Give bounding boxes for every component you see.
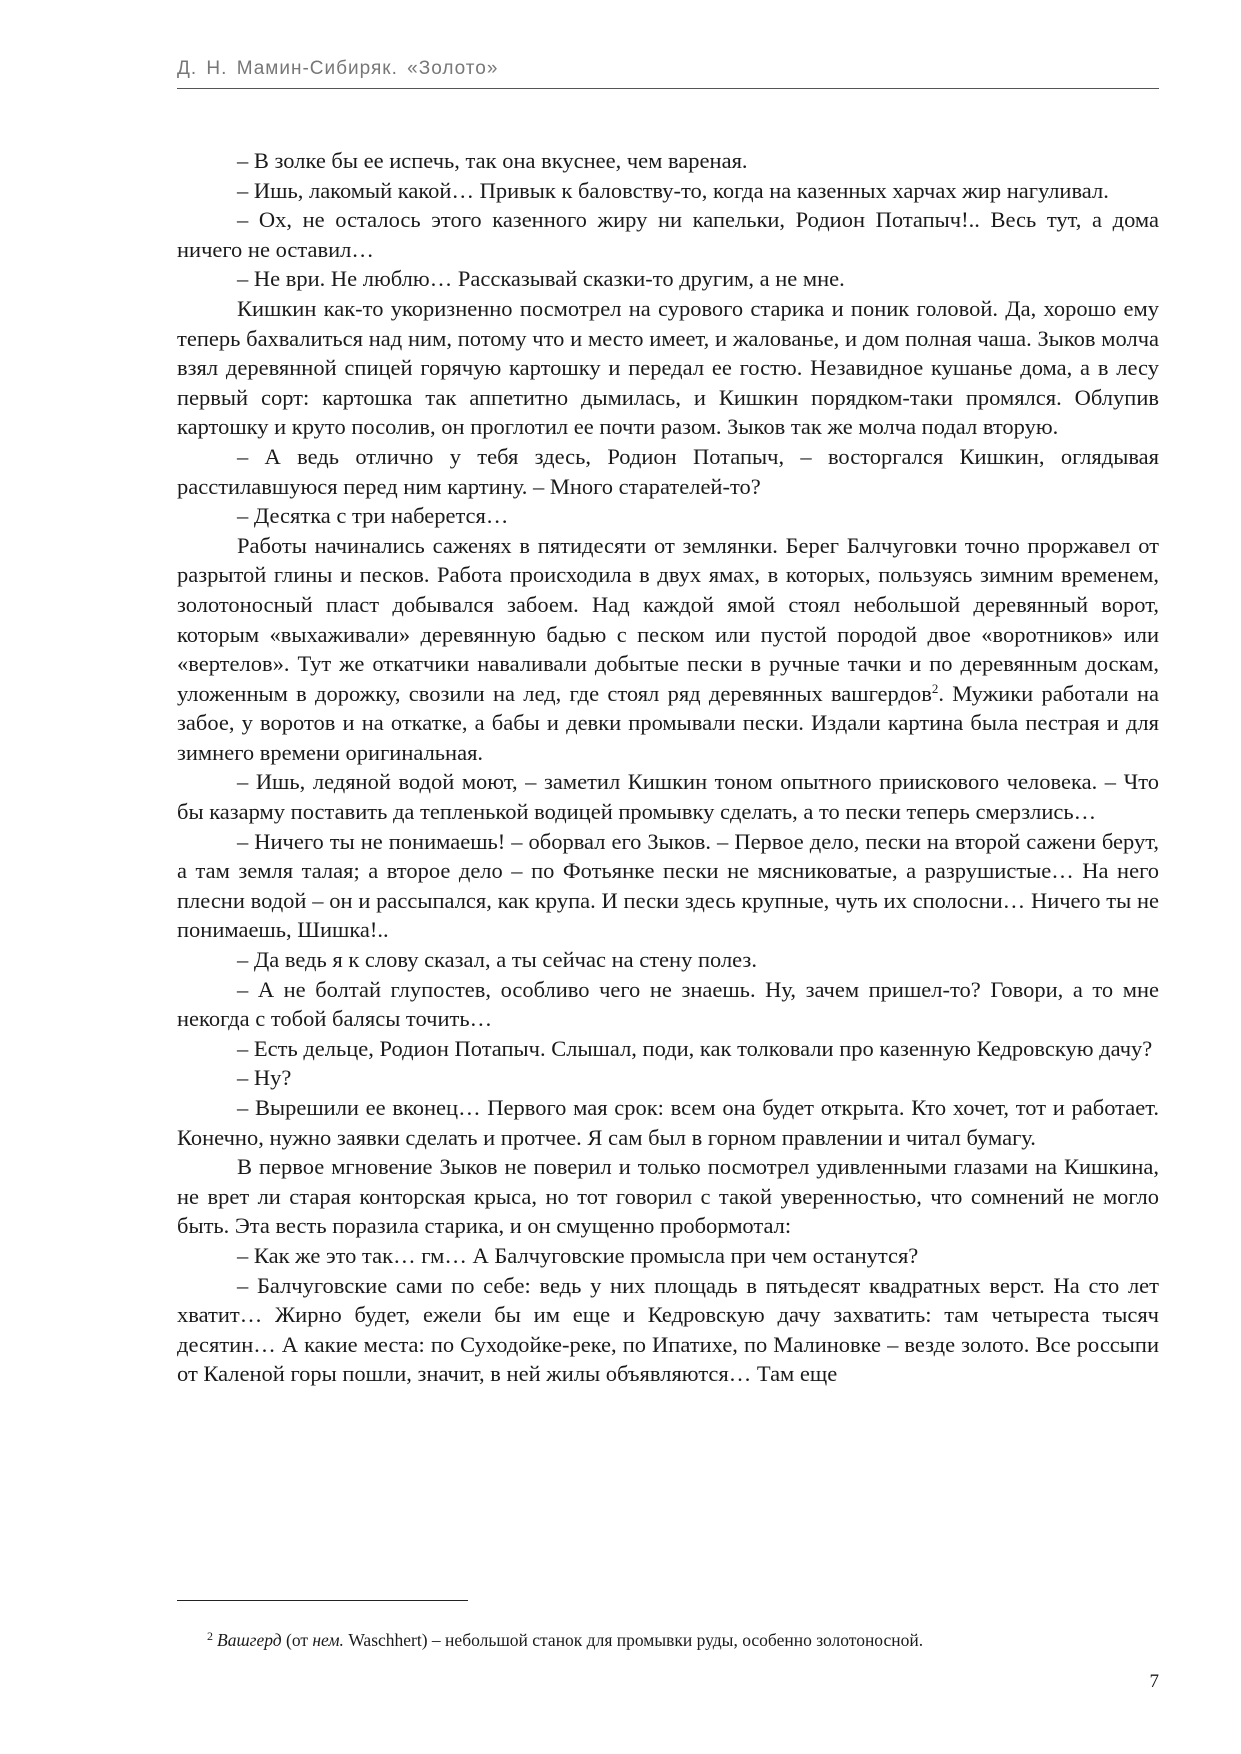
paragraph: – Ишь, лакомый какой… Привык к баловству-то, когда на казенных харчах жир нагуливал. xyxy=(237,177,1109,203)
paragraph: – Ну? xyxy=(237,1065,292,1091)
paragraph-text: . Мужики работали на забое, у воротов и на откатке, а бабы и девки промывали пески. Издали картина была пестрая и для зимнего времени оригинальная. xyxy=(177,680,1159,765)
paragraph: – А ведь отлично у тебя здесь, Родион Потапыч, – восторгался Кишкин, оглядывая расстилавшуюся перед ним картину. – Много старателей-то? xyxy=(177,443,1159,499)
footnote-term: Вашгерд xyxy=(217,1630,282,1650)
paragraph: – Ишь, ледяной водой моют, – заметил Кишкин тоном опытного приискового человека. – Что бы казарму поставить да тепленькой водицей промывку сделать, а то пески теперь смерзлись… xyxy=(177,769,1159,825)
paragraph: – Не ври. Не люблю… Рассказывай сказки-то другим, а не мне. xyxy=(237,266,845,292)
footnote-divider xyxy=(177,1600,468,1601)
paragraph: – Десятка с три наберется… xyxy=(237,503,509,529)
main-text xyxy=(177,146,1159,1389)
footnote-text: Waschhert) – небольшой станок для промывки руды, особенно золотоносной. xyxy=(343,1630,924,1650)
footnote xyxy=(207,1625,1157,1651)
paragraph-text: Работы начинались саженях в пятидесяти от землянки. Берег Балчуговки точно проржавел от разрытой глины и песков. Работа происходила в двух ямах, в которых, пользуясь зимним временем, золотоносный пласт добывался забоем. Над каждой ямой стоял небольшой деревянный ворот, которым «выхаживали» деревянную бадью с песком или пустой породой двое «воротников» или «вертелов». Тут же откатчики наваливали добытые пески в ручные тачки и по деревянным доскам, уложенным в дорожку, свозили на лед, где стоял ряд деревянных вашгердов xyxy=(177,532,1159,706)
footnote-marker: 2 xyxy=(207,1629,213,1643)
paragraph: – Вырешили ее вконец… Первого мая срок: всем она будет открыта. Кто хочет, тот и работает. Конечно, нужно заявки сделать и протчее. Я сам был в горном правлении и читал бумагу. xyxy=(177,1095,1159,1150)
paragraph: – Есть дельце, Родион Потапыч. Слышал, поди, как толковали про казенную Кедровскую дачу? xyxy=(237,1035,1153,1061)
paragraph: – Да ведь я к слову сказал, а ты сейчас на стену полез. xyxy=(237,947,757,973)
paragraph: В первое мгновение Зыков не поверил и только посмотрел удивленными глазами на Кишкина, не врет ли старая конторская крыса, но тот говорил с такой уверенностью, что сомнений не могло быть. Эта весть поразила старика, и он смущенно пробормотал: xyxy=(177,1154,1159,1239)
header-divider xyxy=(177,88,1159,89)
footnote-reference: 2 xyxy=(931,680,939,696)
paragraph: – Как же это так… гм… А Балчуговские промысла при чем останутся? xyxy=(237,1242,919,1268)
paragraph: – А не болтай глупостев, особливо чего не знаешь. Ну, зачем пришел-то? Говори, а то мне некогда с тобой балясы точить… xyxy=(177,976,1159,1032)
paragraph: – Ничего ты не понимаешь! – оборвал его Зыков. – Первое дело, пески на второй сажени берут, а там земля талая; а второе дело – по Фотьянке пески не мясниковатые, а разрушистые… На него плесни водой – он и рассыпался, как крупа. И пески здесь крупные, чуть их сполосни… Ничего ты не понимаешь, Шишка!.. xyxy=(177,828,1159,943)
footnote-lang: нем. xyxy=(312,1630,344,1650)
page-number: 7 xyxy=(1149,1671,1159,1692)
running-header: Д. Н. Мамин-Сибиряк. «Золото» xyxy=(177,58,499,79)
paragraph: – Балчуговские сами по себе: ведь у них площадь в пятьдесят квадратных верст. На сто лет хватит… Жирно будет, ежели бы им еще и Кедровскую дачу захватить: там четыреста тысяч десятин… А какие места: по Суходойке-реке, по Ипатихе, по Малиновке – везде золото. Все россыпи от Каленой горы пошли, значит, в ней жилы объявляются… Там еще xyxy=(177,1272,1159,1387)
footnote-text: (от xyxy=(281,1630,313,1650)
paragraph xyxy=(177,531,1159,768)
paragraph: Кишкин как-то укоризненно посмотрел на сурового старика и поник головой. Да, хорошо ему теперь бахвалиться над ним, потому что и место имеет, и жалованье, и дом полная чаша. Зыков молча взял деревянной спицей горячую картошку и передал ее гостю. Незавидное кушанье дома, а в лесу первый сорт: картошка так аппетитно дымилась, и Кишкин порядком-таки промялся. Облупив картошку и круто посолив, он проглотил ее почти разом. Зыков так же молча подал вторую. xyxy=(177,295,1159,440)
paragraph: – Ох, не осталось этого казенного жиру ни капельки, Родион Потапыч!.. Весь тут, а дома ничего не оставил… xyxy=(177,207,1159,262)
paragraph: – В золке бы ее испечь, так она вкуснее, чем вареная. xyxy=(237,148,748,173)
